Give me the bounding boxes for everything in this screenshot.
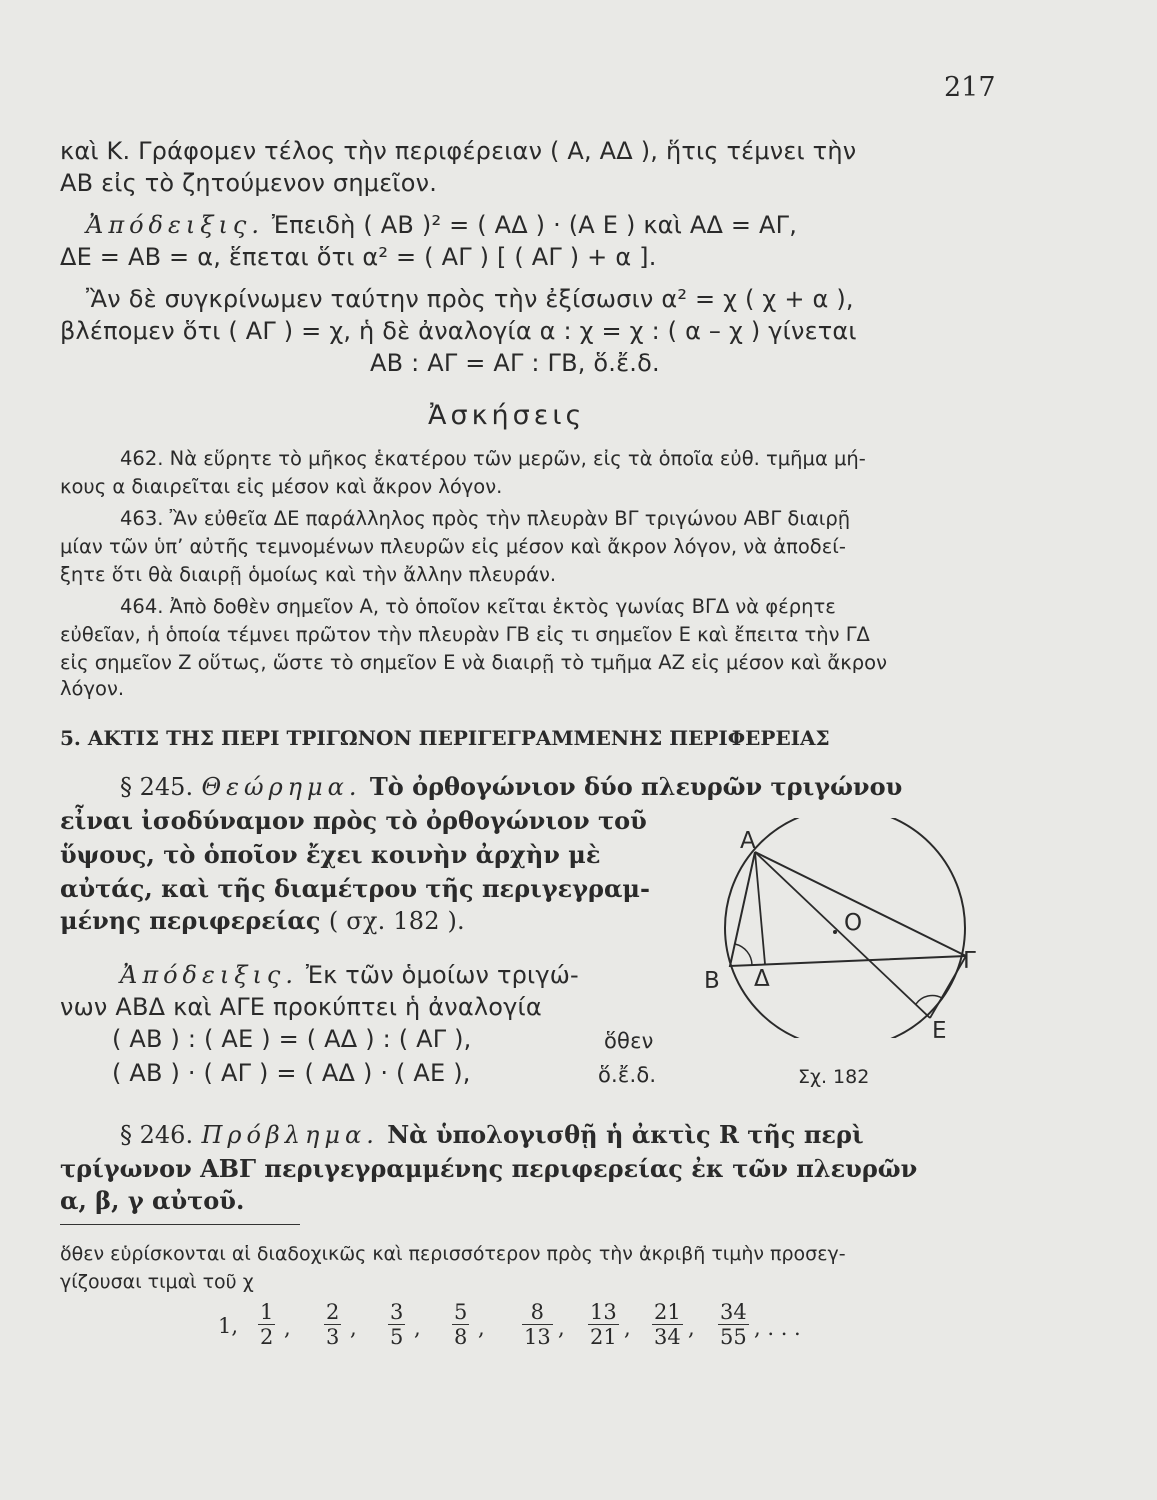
exercise-464-line-3: εἰς σημεῖον Ζ οὕτως, ὥστε τὸ σημεῖον Ε νὰ διαιρῇ τὸ τμῆμα ΑΖ εἰς μέσον καὶ ἄκρον: [60, 651, 887, 674]
exercise-463-line-2: μίαν τῶν ὑπ’ αὐτῆς τεμνομένων πλευρῶν εἰς μέσον καὶ ἄκρον λόγον, νὰ ἀποδεί-: [60, 535, 846, 558]
fraction-numerator: 8: [530, 1300, 545, 1324]
exercise-463-line-1: 463. Ἂν εὐθεῖα ΔΕ παράλληλος πρὸς τὴν πλευρὰν ΒΓ τριγώνου ΑΒΓ διαιρῇ: [120, 507, 851, 530]
text-line-7: ΑΒ : ΑΓ = ΑΓ : ΓΒ, ὅ.ἔ.δ.: [370, 349, 660, 377]
label-G: Γ: [963, 948, 976, 974]
text-line-5: Ἂν δὲ συγκρίνωμεν ταύτην πρὸς τὴν ἐξίσωσιν α² = χ ( χ + α ),: [86, 285, 854, 313]
fraction-separator: ,: [558, 1316, 565, 1340]
exercise-464-line-4: λόγον.: [60, 677, 125, 700]
fraction-34-55: [718, 1300, 749, 1349]
theorem-equation-2: ( ΑΒ ) · ( ΑΓ ) = ( ΑΔ ) · ( ΑΕ ),: [112, 1059, 471, 1087]
fraction-numerator: 1: [260, 1300, 274, 1324]
problem-mark: § 246.: [120, 1121, 194, 1149]
fraction-numerator: 3: [390, 1300, 404, 1324]
fraction-separator: ,: [478, 1316, 485, 1340]
fraction-separator: ,: [624, 1316, 631, 1340]
theorem-text-1: Τὸ ὀρθογώνιον δύο πλευρῶν τριγώνου: [369, 772, 903, 801]
theorem-proof-label: Ἀπόδειξις.: [120, 961, 298, 989]
section-heading: 5. ΑΚΤΙΣ ΤΗΣ ΠΕΡΙ ΤΡΙΓΩΝΟΝ ΠΕΡΙΓΕΓΡΑΜΜΕΝΗΣ ΠΕΡΙΦΕΡΕΙΑΣ: [60, 726, 830, 750]
fraction-8-13: [522, 1300, 553, 1349]
label-D: Δ: [754, 966, 770, 992]
theorem-text-5: μένης περιφερείας: [60, 906, 321, 935]
theorem-text-2: εἶναι ἰσοδύναμον πρὸς τὸ ὀρθογώνιον τοῦ: [60, 806, 647, 835]
label-E: Ε: [932, 1018, 947, 1038]
problem-text-2: τρίγωνον ΑΒΓ περιγεγραμμένης περιφερείας ἐκ τῶν πλευρῶν: [60, 1154, 918, 1183]
fraction-denominator: 55: [720, 1325, 747, 1349]
fraction-1-2: [258, 1300, 275, 1349]
theorem-text-3: ὕψους, τὸ ὁποῖον ἔχει κοινὴν ἀρχὴν μὲ: [60, 840, 601, 869]
footnote-line-1: ὅθεν εὑρίσκονται αἱ διαδοχικῶς καὶ περισσότερον πρὸς τὴν ἀκριβῆ τιμὴν προσεγ-: [60, 1243, 846, 1265]
fraction-separator: ,: [688, 1316, 695, 1340]
fraction-2-3: [324, 1300, 341, 1349]
segment-ge: [930, 956, 966, 1018]
exercises-title: Ἀσκήσεις: [428, 400, 586, 431]
fraction-separator: ,: [284, 1316, 291, 1340]
fraction-separator: , . . .: [754, 1316, 801, 1340]
fraction-numerator: 34: [720, 1300, 747, 1324]
fraction-separator: ,: [350, 1316, 357, 1340]
fraction-21-34: [652, 1300, 683, 1349]
footnote-line-2: γίζουσαι τιμαὶ τοῦ χ: [60, 1271, 254, 1293]
exercise-464-line-2: εὐθεῖαν, ἡ ὁποία τέμνει πρῶτον τὴν πλευρὰν ΓΒ εἰς τι σημεῖον Ε καὶ ἔπειτα τὴν ΓΔ: [60, 623, 870, 646]
center-point: [833, 930, 837, 934]
text-line-2: ΑΒ εἰς τὸ ζητούμενον σημεῖον.: [60, 169, 438, 197]
proof-heading: Ἀπόδειξις.: [86, 211, 264, 239]
problem-line-1: [120, 1120, 864, 1150]
fraction-numerator: 13: [590, 1300, 617, 1324]
figure-reference: ( σχ. 182 ).: [328, 907, 465, 935]
text-line-4: ΔΕ = ΑΒ = α, ἕπεται ὅτι α² = ( ΑΓ ) [ ( ΑΓ ) + α ].: [60, 243, 657, 271]
theorem-proof-line-1: [120, 960, 579, 990]
fraction-separator: ,: [414, 1316, 421, 1340]
text-line-1: καὶ Κ. Γράφομεν τέλος τὴν περιφέρειαν ( Α, ΑΔ ), ἥτις τέμνει τὴν: [60, 137, 857, 165]
fraction-numerator: 21: [654, 1300, 681, 1324]
figure-caption: Σχ. 182: [798, 1066, 870, 1088]
fraction-denominator: 13: [524, 1325, 551, 1349]
triangle-abg: [730, 852, 966, 966]
fraction-numerator: 5: [454, 1300, 468, 1324]
diameter-ae: [755, 852, 930, 1018]
fraction-denominator: 5: [390, 1325, 404, 1349]
angle-b-arc: [735, 944, 752, 965]
problem-text-1: Νὰ ὑπολογισθῇ ἡ ἀκτὶς R τῆς περὶ: [387, 1120, 864, 1149]
theorem-text-4: αὐτάς, καὶ τῆς διαμέτρου τῆς περιγεγραμ-: [60, 874, 650, 903]
fraction-5-8: [452, 1300, 469, 1349]
theorem-equation-1: ( ΑΒ ) : ( ΑΕ ) = ( ΑΔ ) : ( ΑΓ ),: [112, 1025, 472, 1053]
theorem-proof-text-2: νων ΑΒΔ καὶ ΑΓΕ προκύπτει ἡ ἀναλογία: [60, 993, 542, 1021]
theorem-proof-text-1: Ἐκ τῶν ὁμοίων τριγώ-: [305, 961, 579, 989]
theorem-equation-1-suffix: ὅθεν: [604, 1029, 654, 1053]
theorem-equation-2-suffix: ὅ.ἔ.δ.: [598, 1063, 657, 1087]
fraction-13-21: [588, 1300, 619, 1349]
proof-equation-1: Ἐπειδὴ ( ΑΒ )² = ( ΑΔ ) · (Α Ε ) καὶ ΑΔ = ΑΓ,: [271, 211, 798, 239]
text-line-6: βλέπομεν ὅτι ( ΑΓ ) = χ, ἡ δὲ ἀναλογία α : χ = χ : ( α – χ ) γίνεται: [60, 317, 857, 345]
exercise-464-line-1: 464. Ἀπὸ δοθὲν σημεῖον Α, τὸ ὁποῖον κεῖται ἐκτὸς γωνίας ΒΓΔ νὰ φέρητε: [120, 595, 836, 618]
label-A: Α: [740, 828, 756, 854]
theorem-line-5: [60, 906, 465, 936]
theorem-label: Θεώρημα.: [201, 773, 362, 801]
page-number: 217: [944, 72, 996, 103]
footnote-rule: [60, 1224, 300, 1225]
proof-label: [86, 210, 797, 240]
fraction-denominator: 2: [260, 1325, 274, 1349]
fraction-denominator: 34: [654, 1325, 681, 1349]
fraction-denominator: 8: [454, 1325, 468, 1349]
fraction-3-5: [388, 1300, 405, 1349]
exercise-463-line-3: ξητε ὅτι θὰ διαιρῇ ὁμοίως καὶ τὴν ἄλλην πλευράν.: [60, 563, 557, 586]
exercise-462-line-1: 462. Νὰ εὕρητε τὸ μῆκος ἑκατέρου τῶν μερῶν, εἰς τὰ ὁποῖα εὐθ. τμῆμα μή-: [120, 447, 866, 470]
label-B: Β: [704, 968, 720, 994]
exercise-462-line-2: κους α διαιρεῖται εἰς μέσον καὶ ἄκρον λόγον.: [60, 475, 503, 498]
fraction-denominator: 3: [326, 1325, 340, 1349]
figure-182: [690, 818, 990, 1038]
label-O: Ο: [844, 910, 863, 936]
problem-text-3: α, β, γ αὐτοῦ.: [60, 1186, 245, 1215]
sequence-first: 1,: [218, 1314, 239, 1338]
theorem-mark: § 245.: [120, 773, 194, 801]
fraction-denominator: 21: [590, 1325, 617, 1349]
theorem-line-1: [120, 772, 902, 802]
problem-label: Πρόβλημα.: [201, 1121, 379, 1149]
altitude-ad: [755, 852, 765, 964]
fraction-numerator: 2: [326, 1300, 340, 1324]
